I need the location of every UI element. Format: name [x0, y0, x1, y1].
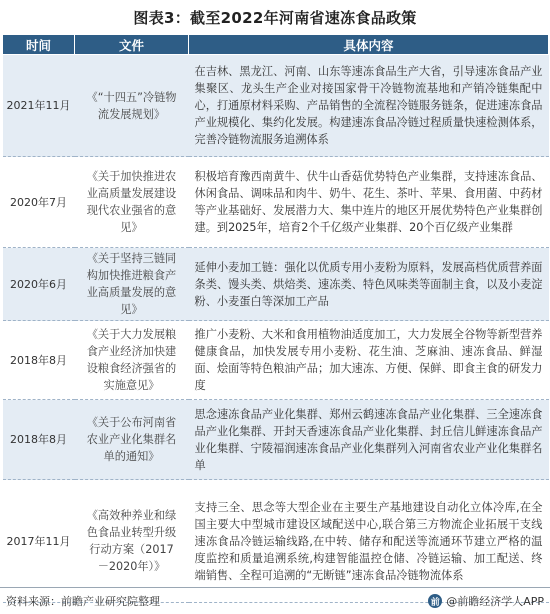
row-time: 2017年11月 — [3, 480, 75, 603]
table-row — [3, 321, 549, 400]
row-content: 推广小麦粉、大米和食用植物油适度加工，大力发展全谷物等新型营养健康食品，加快发展专用小麦粉、花生油、芝麻油、速冻食品、鲜湿面、烩面等特色粮油产品；加大速冻、方便、保鲜、即食主食的研发力度 — [189, 321, 549, 400]
row-file: 《关于公布河南省农业产业化集群名单的通知》 — [75, 400, 189, 480]
brand-label: @前瞻经济学人APP — [446, 595, 544, 608]
policy-table — [2, 34, 549, 603]
table-row — [3, 480, 549, 603]
row-content: 延伸小麦加工链：强化以优质专用小麦粉为原料，发展高档优质营养面条类、馒头类、烘焙类、速冻类、特色风味类等面制主食，以及小麦淀粉、小麦蛋白等深加工产品 — [189, 248, 549, 321]
row-file: 《关于大力发展粮食产业经济加快建设粮食经济强省的实施意见》 — [75, 321, 189, 400]
page-title: 图表3：截至2022年河南省速冻食品政策 — [133, 8, 417, 27]
brand-credit — [428, 593, 544, 609]
row-file: 《“十四五”冷链物流发展规划》 — [75, 55, 189, 157]
table-row — [3, 248, 549, 321]
brand-logo-icon: 前 — [428, 594, 442, 608]
row-content: 思念速冻食品产业化集群、郑州云鹤速冻食品产业化集群、三全速冻食品产业化集群、开封天香速冻食品产业化集群、封丘信儿鲜速冻食品产业化集群、宁陵福润速冻食品产业化集群列入河南省农业产业化集群名单 — [189, 400, 549, 480]
table-header-row — [3, 35, 549, 55]
row-time: 2018年8月 — [3, 321, 75, 400]
row-content: 在吉林、黑龙江、河南、山东等速冻食品生产大省，引导速冻食品产业集聚区、龙头生产企业对接国家骨干冷链物流基地和产销冷链集配中心，打通原材料采购、产品销售的全流程冷链服务链条，促进速冻食品产业规模化、集约化发展。构建速冻食品冷链过程质量快速检测体系，完善冷链物流服务追溯体系 — [189, 55, 549, 157]
table-row — [3, 157, 549, 248]
row-time: 2021年11月 — [3, 55, 75, 157]
header-time: 时间 — [3, 35, 75, 55]
header-content: 具体内容 — [189, 35, 549, 55]
header-file: 文件 — [75, 35, 189, 55]
table-row — [3, 400, 549, 480]
row-time: 2020年6月 — [3, 248, 75, 321]
row-file: 《关于坚持三链同构加快推进粮食产业高质量发展的意见》 — [75, 248, 189, 321]
row-time: 2018年8月 — [3, 400, 75, 480]
row-file: 《高效种养业和绿色食品业转型升级行动方案（2017－2020年）》 — [75, 480, 189, 603]
table-row — [3, 55, 549, 157]
row-file: 《关于加快推进农业高质量发展建设现代农业强省的意见》 — [75, 157, 189, 248]
row-content: 支持三全、思念等大型企业在主要生产基地建设自动化立体冷库,在全国主要大中型城市建设区域配送中心,联合第三方物流企业拓展干支线速冻食品冷链运输线路,在中转、储存和配送等流通环节建立严格的温度监控和质量追溯系统,构建智能温控仓储、冷链运输、加工配送、终端销售、全程可追溯的“无断链”速冻食品冷链物流体系 — [189, 480, 549, 603]
row-time: 2020年7月 — [3, 157, 75, 248]
source-note: 资料来源：前瞻产业研究院整理 — [6, 595, 160, 608]
footer — [0, 587, 550, 614]
row-content: 积极培育豫西南黄牛、伏牛山香菇优势特色产业集群，支持速冻食品、休闲食品、调味品和肉牛、奶牛、花生、茶叶、苹果、食用菌、中药材等产业基础好、发展潜力大、集中连片的地区开展优势特色产业集群创建。到2025年，培育2个千亿级产业集群、20个百亿级产业集群 — [189, 157, 549, 248]
